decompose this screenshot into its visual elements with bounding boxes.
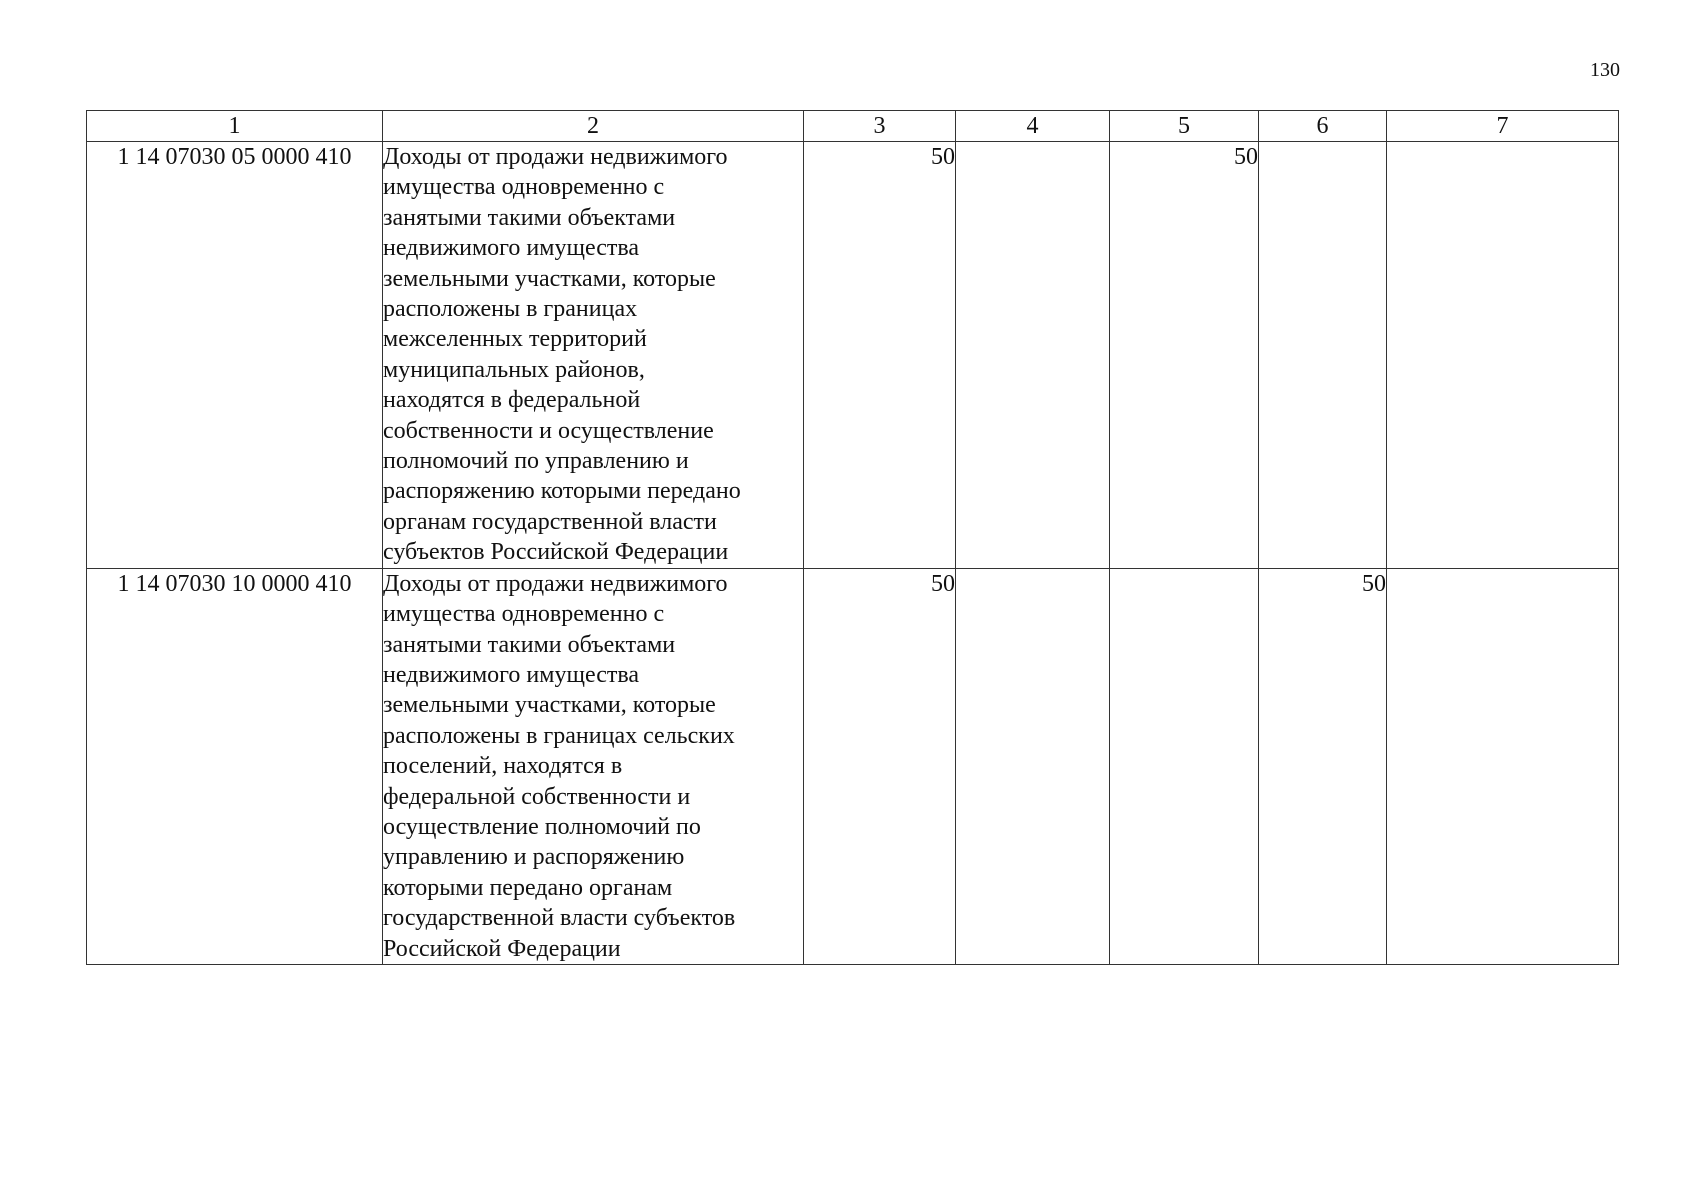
description-line: занятыми такими объектами: [383, 631, 676, 658]
description-line: распоряжению которыми передано: [383, 478, 741, 505]
value-cell-col-6: 50: [1259, 568, 1387, 964]
value-cell-col-4: [956, 568, 1110, 964]
description-line: занятыми такими объектами: [383, 204, 676, 231]
description-line: имущества одновременно с: [383, 174, 665, 201]
description-line: собственности и осуществление: [383, 417, 714, 444]
header-col-6: 6: [1259, 111, 1387, 142]
value-cell-col-5: 50: [1110, 142, 1259, 569]
description-line: муниципальных районов,: [383, 356, 645, 383]
description-cell: [383, 568, 804, 964]
value-cell-col-7: [1387, 142, 1619, 569]
description-line: осуществление полномочий по: [383, 813, 701, 840]
header-col-5: 5: [1110, 111, 1259, 142]
header-col-2: 2: [383, 111, 804, 142]
description-line: земельными участками, которые: [383, 265, 716, 292]
table-row: [87, 568, 1619, 964]
description-line: Доходы от продажи недвижимого: [383, 144, 728, 170]
value-cell-col-7: [1387, 568, 1619, 964]
value-cell-col-3: 50: [804, 568, 956, 964]
header-col-3: 3: [804, 111, 956, 142]
description-line: имущества одновременно с: [383, 601, 665, 628]
description-line: субъектов Российской Федерации: [383, 539, 729, 566]
value-cell-col-5: [1110, 568, 1259, 964]
description-line: Доходы от продажи недвижимого: [383, 570, 728, 597]
header-col-1: 1: [87, 111, 383, 142]
description-line: органам государственной власти: [383, 508, 717, 535]
value-cell-col-6: [1259, 142, 1387, 569]
page-number: 130: [1590, 59, 1620, 81]
description-line: земельными участками, которые: [383, 692, 716, 719]
description-line: расположены в границах: [383, 296, 638, 323]
table-row: [87, 142, 1619, 569]
header-col-7: 7: [1387, 111, 1619, 142]
description-line: федеральной собственности и: [383, 783, 691, 810]
budget-code-cell: 1 14 07030 05 0000 410: [87, 142, 383, 569]
description-line: межселенных территорий: [383, 326, 647, 353]
description-line: управлению и распоряжению: [383, 844, 685, 871]
description-cell: [383, 142, 804, 569]
value-cell-col-4: [956, 142, 1110, 569]
description-line: поселений, находятся в: [383, 753, 623, 780]
value-cell-col-3: 50: [804, 142, 956, 569]
budget-code-cell: 1 14 07030 10 0000 410: [87, 568, 383, 964]
description-line: находятся в федеральной: [383, 387, 641, 414]
description-line: Российской Федерации: [383, 935, 621, 962]
description-line: недвижимого имущества: [383, 235, 639, 262]
header-row: [87, 111, 1619, 142]
description-line: расположены в границах сельских: [383, 722, 735, 749]
description-line: которыми передано органам: [383, 874, 673, 901]
revenue-table: [86, 110, 1619, 965]
description-line: государственной власти субъектов: [383, 905, 736, 932]
description-line: недвижимого имущества: [383, 661, 639, 688]
description-line: полномочий по управлению и: [383, 448, 689, 475]
header-col-4: 4: [956, 111, 1110, 142]
